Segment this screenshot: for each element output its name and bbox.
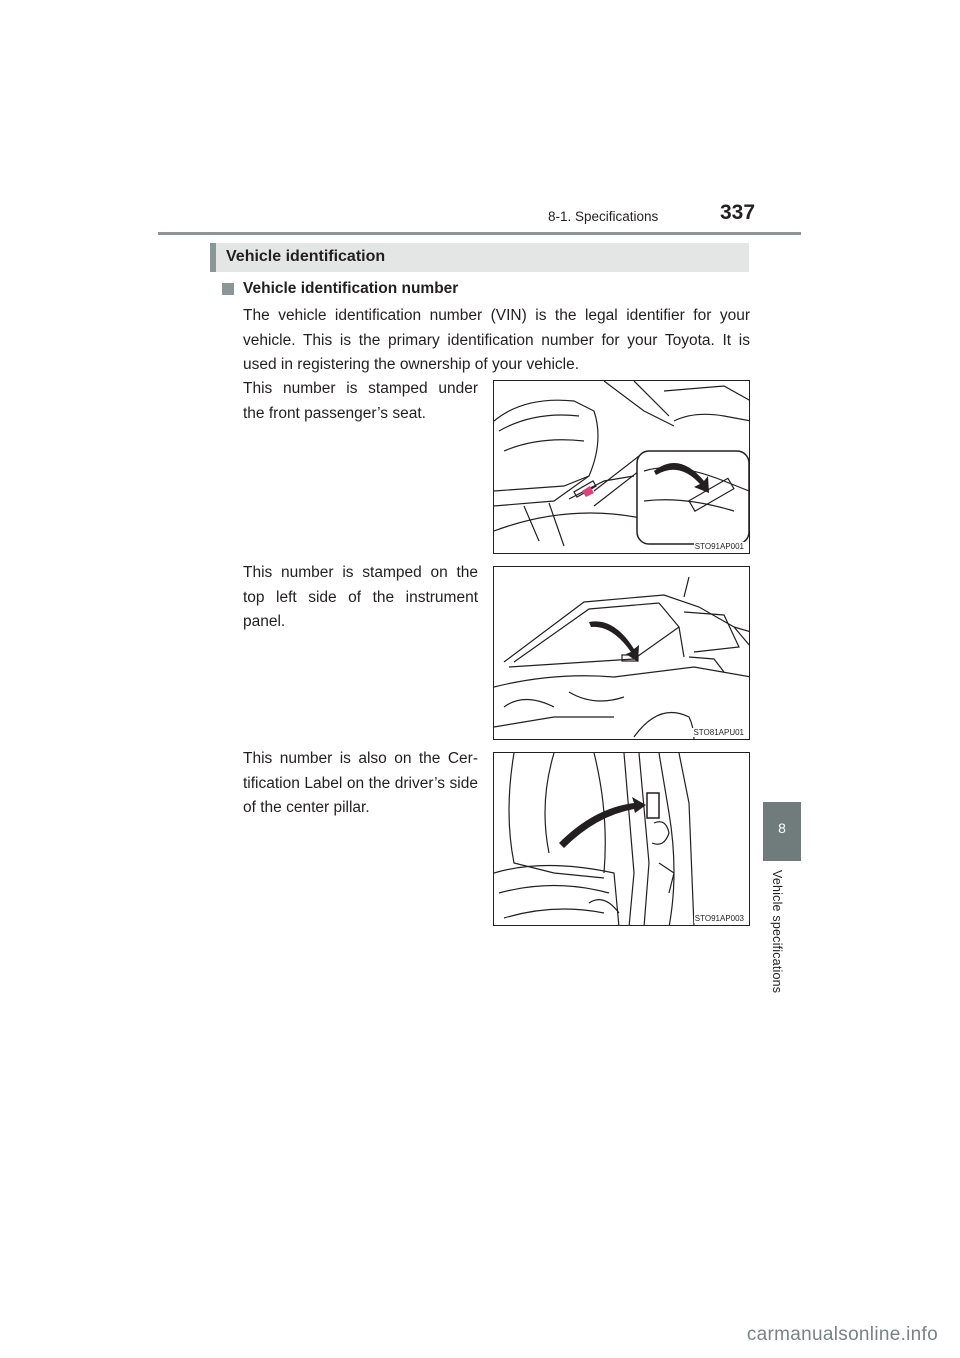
section-heading-bar (210, 243, 749, 272)
square-bullet-icon (222, 283, 234, 295)
chapter-tab[interactable] (763, 802, 801, 861)
figure-code: STO91AP003 (694, 914, 744, 923)
item-caption-2: This number is stamped on the top left side of the instrument panel. (243, 564, 478, 630)
figure-code: STO81APU01 (693, 728, 744, 737)
section-title: Vehicle identification (226, 248, 386, 265)
section-bar-marker (210, 243, 216, 272)
car-illustration (494, 567, 750, 740)
item-caption-1: This number is stamped under the front passenger’s seat. (243, 380, 478, 422)
figure-center-pillar (493, 752, 750, 926)
footer-watermark[interactable]: carmanualsonline.info (746, 1324, 938, 1345)
header-rule (158, 232, 801, 235)
page-number: 337 (720, 201, 756, 224)
item-caption-3: This number is also on the Cer-tification Label on the driver’s side of the center pillar. (243, 750, 478, 816)
seat-illustration (494, 381, 750, 554)
chapter-tab-label: Vehicle specifications (770, 870, 784, 994)
figure-passenger-seat (493, 380, 750, 554)
figure-instrument-panel (493, 566, 750, 740)
figure-code: STO91AP001 (694, 542, 744, 551)
subsection-heading: Vehicle identification number (243, 280, 459, 297)
pillar-illustration (494, 753, 750, 926)
intro-paragraph: The vehicle identification number (VIN) is the legal identifier for your vehicle. This is the primary identification number for your Toyota. It is used in registering the ownership of your vehicle. (243, 307, 750, 373)
chapter-tab-number: 8 (778, 820, 786, 836)
running-header-section: 8-1. Specifications (548, 209, 659, 224)
